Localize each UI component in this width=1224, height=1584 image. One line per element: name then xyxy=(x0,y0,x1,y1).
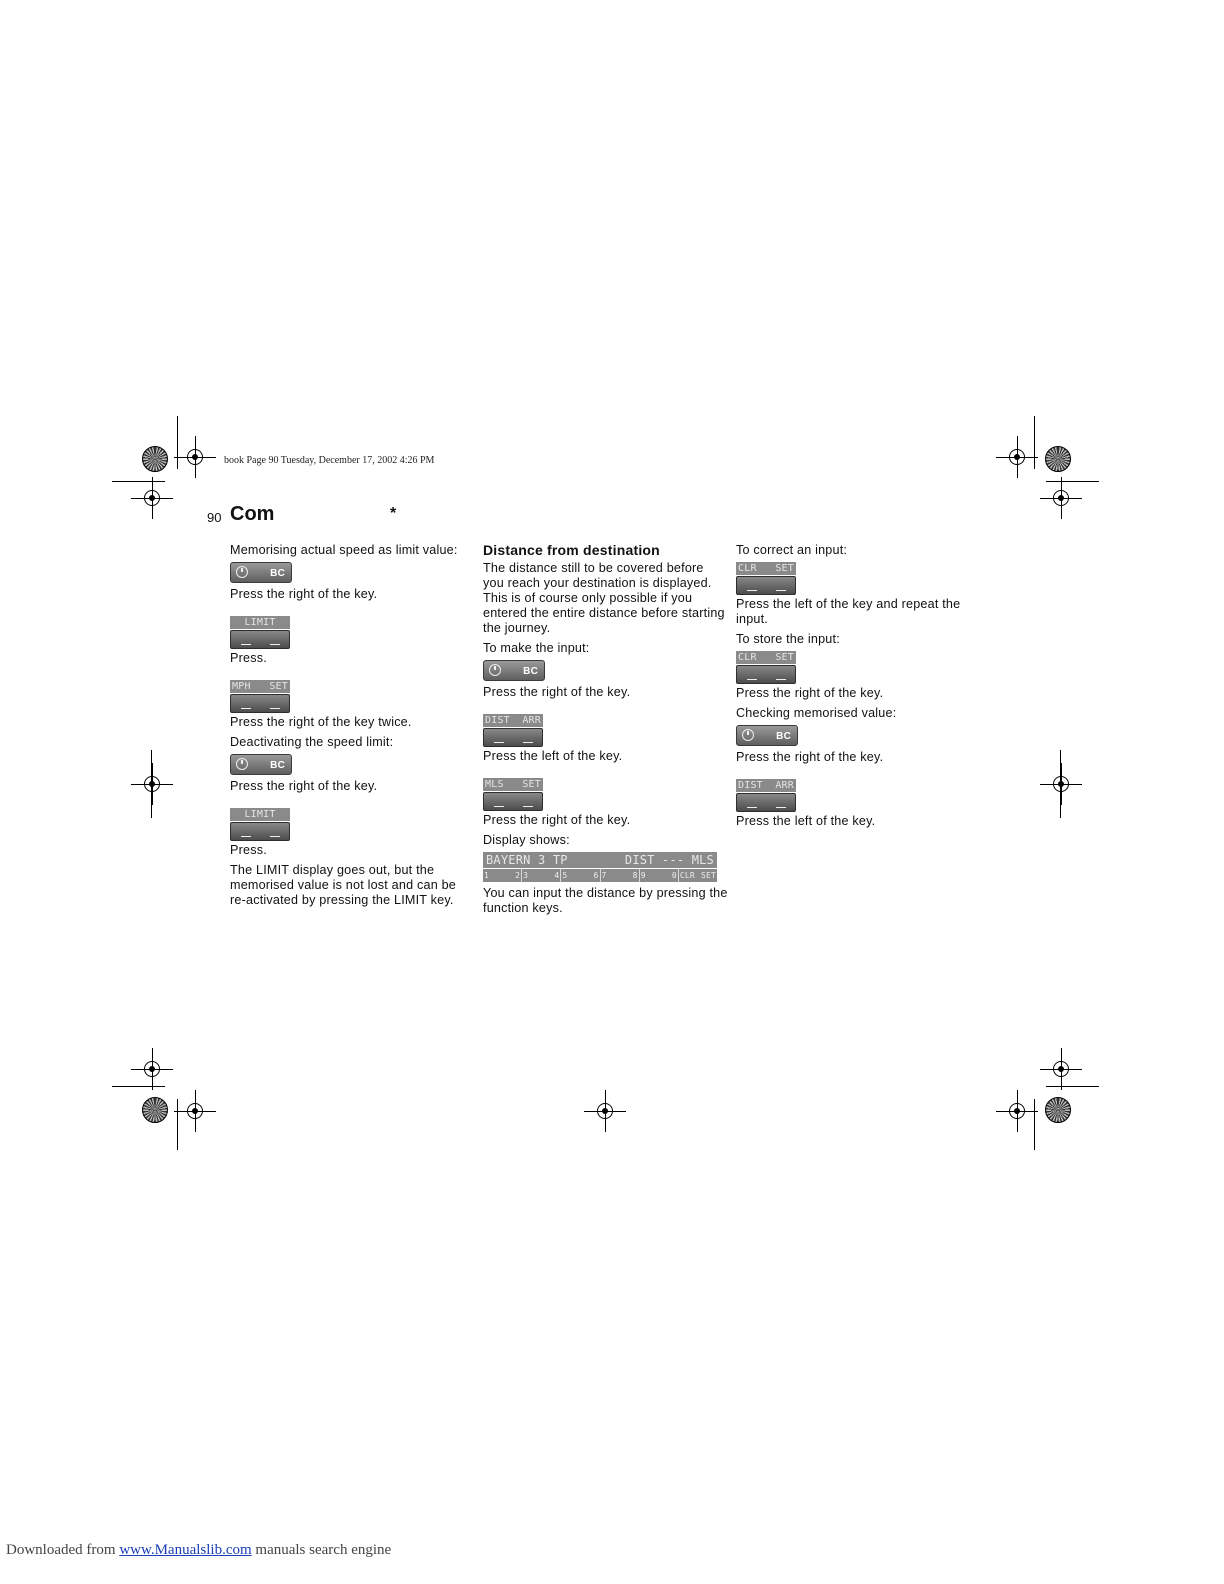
paragraph: Press the right of the key. xyxy=(736,750,884,764)
registration-mark xyxy=(1053,776,1069,792)
dist-arr-key-icon xyxy=(736,779,796,812)
display-station-text: BAYERN 3 TP xyxy=(486,853,568,867)
paragraph: Press the right of the key. xyxy=(483,685,631,699)
paragraph: Press the right of the key. xyxy=(736,686,884,700)
paragraph: Checking memorised value: xyxy=(736,706,897,720)
display-cell: 9 0 xyxy=(640,871,677,880)
crop-line xyxy=(1046,481,1099,482)
registration-star-top-right xyxy=(1045,446,1071,472)
asterisk-mark: * xyxy=(390,505,397,522)
arr-key-label: ARR xyxy=(775,780,794,791)
column-1 xyxy=(230,543,475,908)
paragraph: Memorising actual speed as limit value: xyxy=(230,543,458,557)
paragraph: Deactivating the speed limit: xyxy=(230,735,394,749)
footer-suffix: manuals search engine xyxy=(251,1542,392,1558)
bc-label: BC xyxy=(776,731,791,742)
registration-mark xyxy=(1053,1061,1069,1077)
crop-line xyxy=(177,1099,178,1150)
display-cell: CLR SET xyxy=(679,871,717,880)
radio-display-screen xyxy=(483,852,717,882)
registration-star-top-left xyxy=(142,446,168,472)
display-dist-text: DIST --- MLS xyxy=(624,853,714,867)
paragraph: Press the right of the key twice. xyxy=(230,715,412,729)
registration-mark xyxy=(1053,490,1069,506)
column-3 xyxy=(736,543,981,829)
registration-mark xyxy=(144,776,160,792)
set-key-label: SET xyxy=(775,563,794,574)
registration-mark xyxy=(144,490,160,506)
download-footer xyxy=(6,1542,391,1559)
mls-set-key-icon xyxy=(483,778,543,811)
set-key-label: SET xyxy=(269,681,288,692)
crop-line xyxy=(1034,416,1035,469)
clock-icon xyxy=(236,758,248,770)
bc-key-icon xyxy=(483,660,545,681)
dist-arr-key-icon xyxy=(483,714,543,747)
clr-set-key-icon xyxy=(736,562,796,595)
bc-label: BC xyxy=(523,666,538,677)
paragraph: Press the right of the key. xyxy=(230,587,378,601)
limit-key-icon xyxy=(230,808,290,841)
dist-key-label: DIST xyxy=(738,780,763,791)
paragraph: The LIMIT display goes out, but the memorised value is not lost and can be re-activated by pressing the LIMIT key. xyxy=(230,863,457,907)
paragraph: You can input the distance by pressing the function keys. xyxy=(483,886,728,915)
paragraph: To make the input: xyxy=(483,641,590,655)
display-cell: 3 4 xyxy=(523,871,560,880)
bc-label: BC xyxy=(270,760,285,771)
dist-key-label: DIST xyxy=(485,715,510,726)
section-title: Com xyxy=(230,503,275,525)
limit-key-icon xyxy=(230,616,290,649)
crop-line xyxy=(112,1086,165,1087)
display-cell: 1 2 xyxy=(484,871,521,880)
crop-line xyxy=(1060,750,1061,818)
paragraph: Press the left of the key. xyxy=(736,814,876,828)
column-2 xyxy=(483,543,728,916)
footer-prefix: Downloaded from xyxy=(6,1542,120,1558)
registration-mark xyxy=(144,1061,160,1077)
manualslib-link[interactable]: www.Manualslib.com xyxy=(119,1542,252,1558)
limit-key-label: LIMIT xyxy=(244,617,276,628)
mph-key-label: MPH xyxy=(232,681,251,692)
bc-label: BC xyxy=(270,568,285,579)
clock-icon xyxy=(489,664,501,676)
clr-key-label: CLR xyxy=(738,563,757,574)
mph-set-key-icon xyxy=(230,680,290,713)
paragraph: Press. xyxy=(230,843,267,857)
crop-line xyxy=(177,416,178,469)
paragraph: Press. xyxy=(230,651,267,665)
paragraph: Display shows: xyxy=(483,833,570,847)
clock-icon xyxy=(742,729,754,741)
paragraph: To correct an input: xyxy=(736,543,848,557)
arr-key-label: ARR xyxy=(522,715,541,726)
section-heading: Distance from destination xyxy=(483,542,660,558)
set-key-label: SET xyxy=(775,652,794,663)
display-function-keys xyxy=(483,869,717,882)
page-number: 90 xyxy=(207,510,222,525)
clock-icon xyxy=(236,566,248,578)
registration-star-bottom-left xyxy=(142,1097,168,1123)
crop-line xyxy=(1046,1086,1099,1087)
mls-key-label: MLS xyxy=(485,779,504,790)
paragraph: To store the input: xyxy=(736,632,840,646)
registration-mark xyxy=(1009,1103,1025,1119)
crop-line xyxy=(112,481,165,482)
registration-mark xyxy=(187,1103,203,1119)
paragraph: Press the right of the key. xyxy=(483,813,631,827)
set-key-label: SET xyxy=(522,779,541,790)
bc-key-icon xyxy=(736,725,798,746)
crop-line xyxy=(1034,1099,1035,1150)
paragraph: Press the left of the key and repeat the input. xyxy=(736,597,961,626)
crop-line xyxy=(151,750,152,818)
clr-key-label: CLR xyxy=(738,652,757,663)
display-cell: 7 8 xyxy=(601,871,638,880)
clr-set-key-icon xyxy=(736,651,796,684)
registration-mark xyxy=(1009,449,1025,465)
registration-mark xyxy=(187,449,203,465)
paragraph: Press the left of the key. xyxy=(483,749,623,763)
registration-mark xyxy=(597,1103,613,1119)
print-header: book Page 90 Tuesday, December 17, 2002 4:26 PM xyxy=(224,455,435,466)
paragraph: The distance still to be covered before you reach your destination is displayed. This is of course only possible if you entered the entire distance before starting the journey. xyxy=(483,561,725,635)
limit-key-label: LIMIT xyxy=(244,809,276,820)
registration-star-bottom-right xyxy=(1045,1097,1071,1123)
display-cell: 5 6 xyxy=(562,871,599,880)
bc-key-icon xyxy=(230,754,292,775)
bc-key-icon xyxy=(230,562,292,583)
paragraph: Press the right of the key. xyxy=(230,779,378,793)
